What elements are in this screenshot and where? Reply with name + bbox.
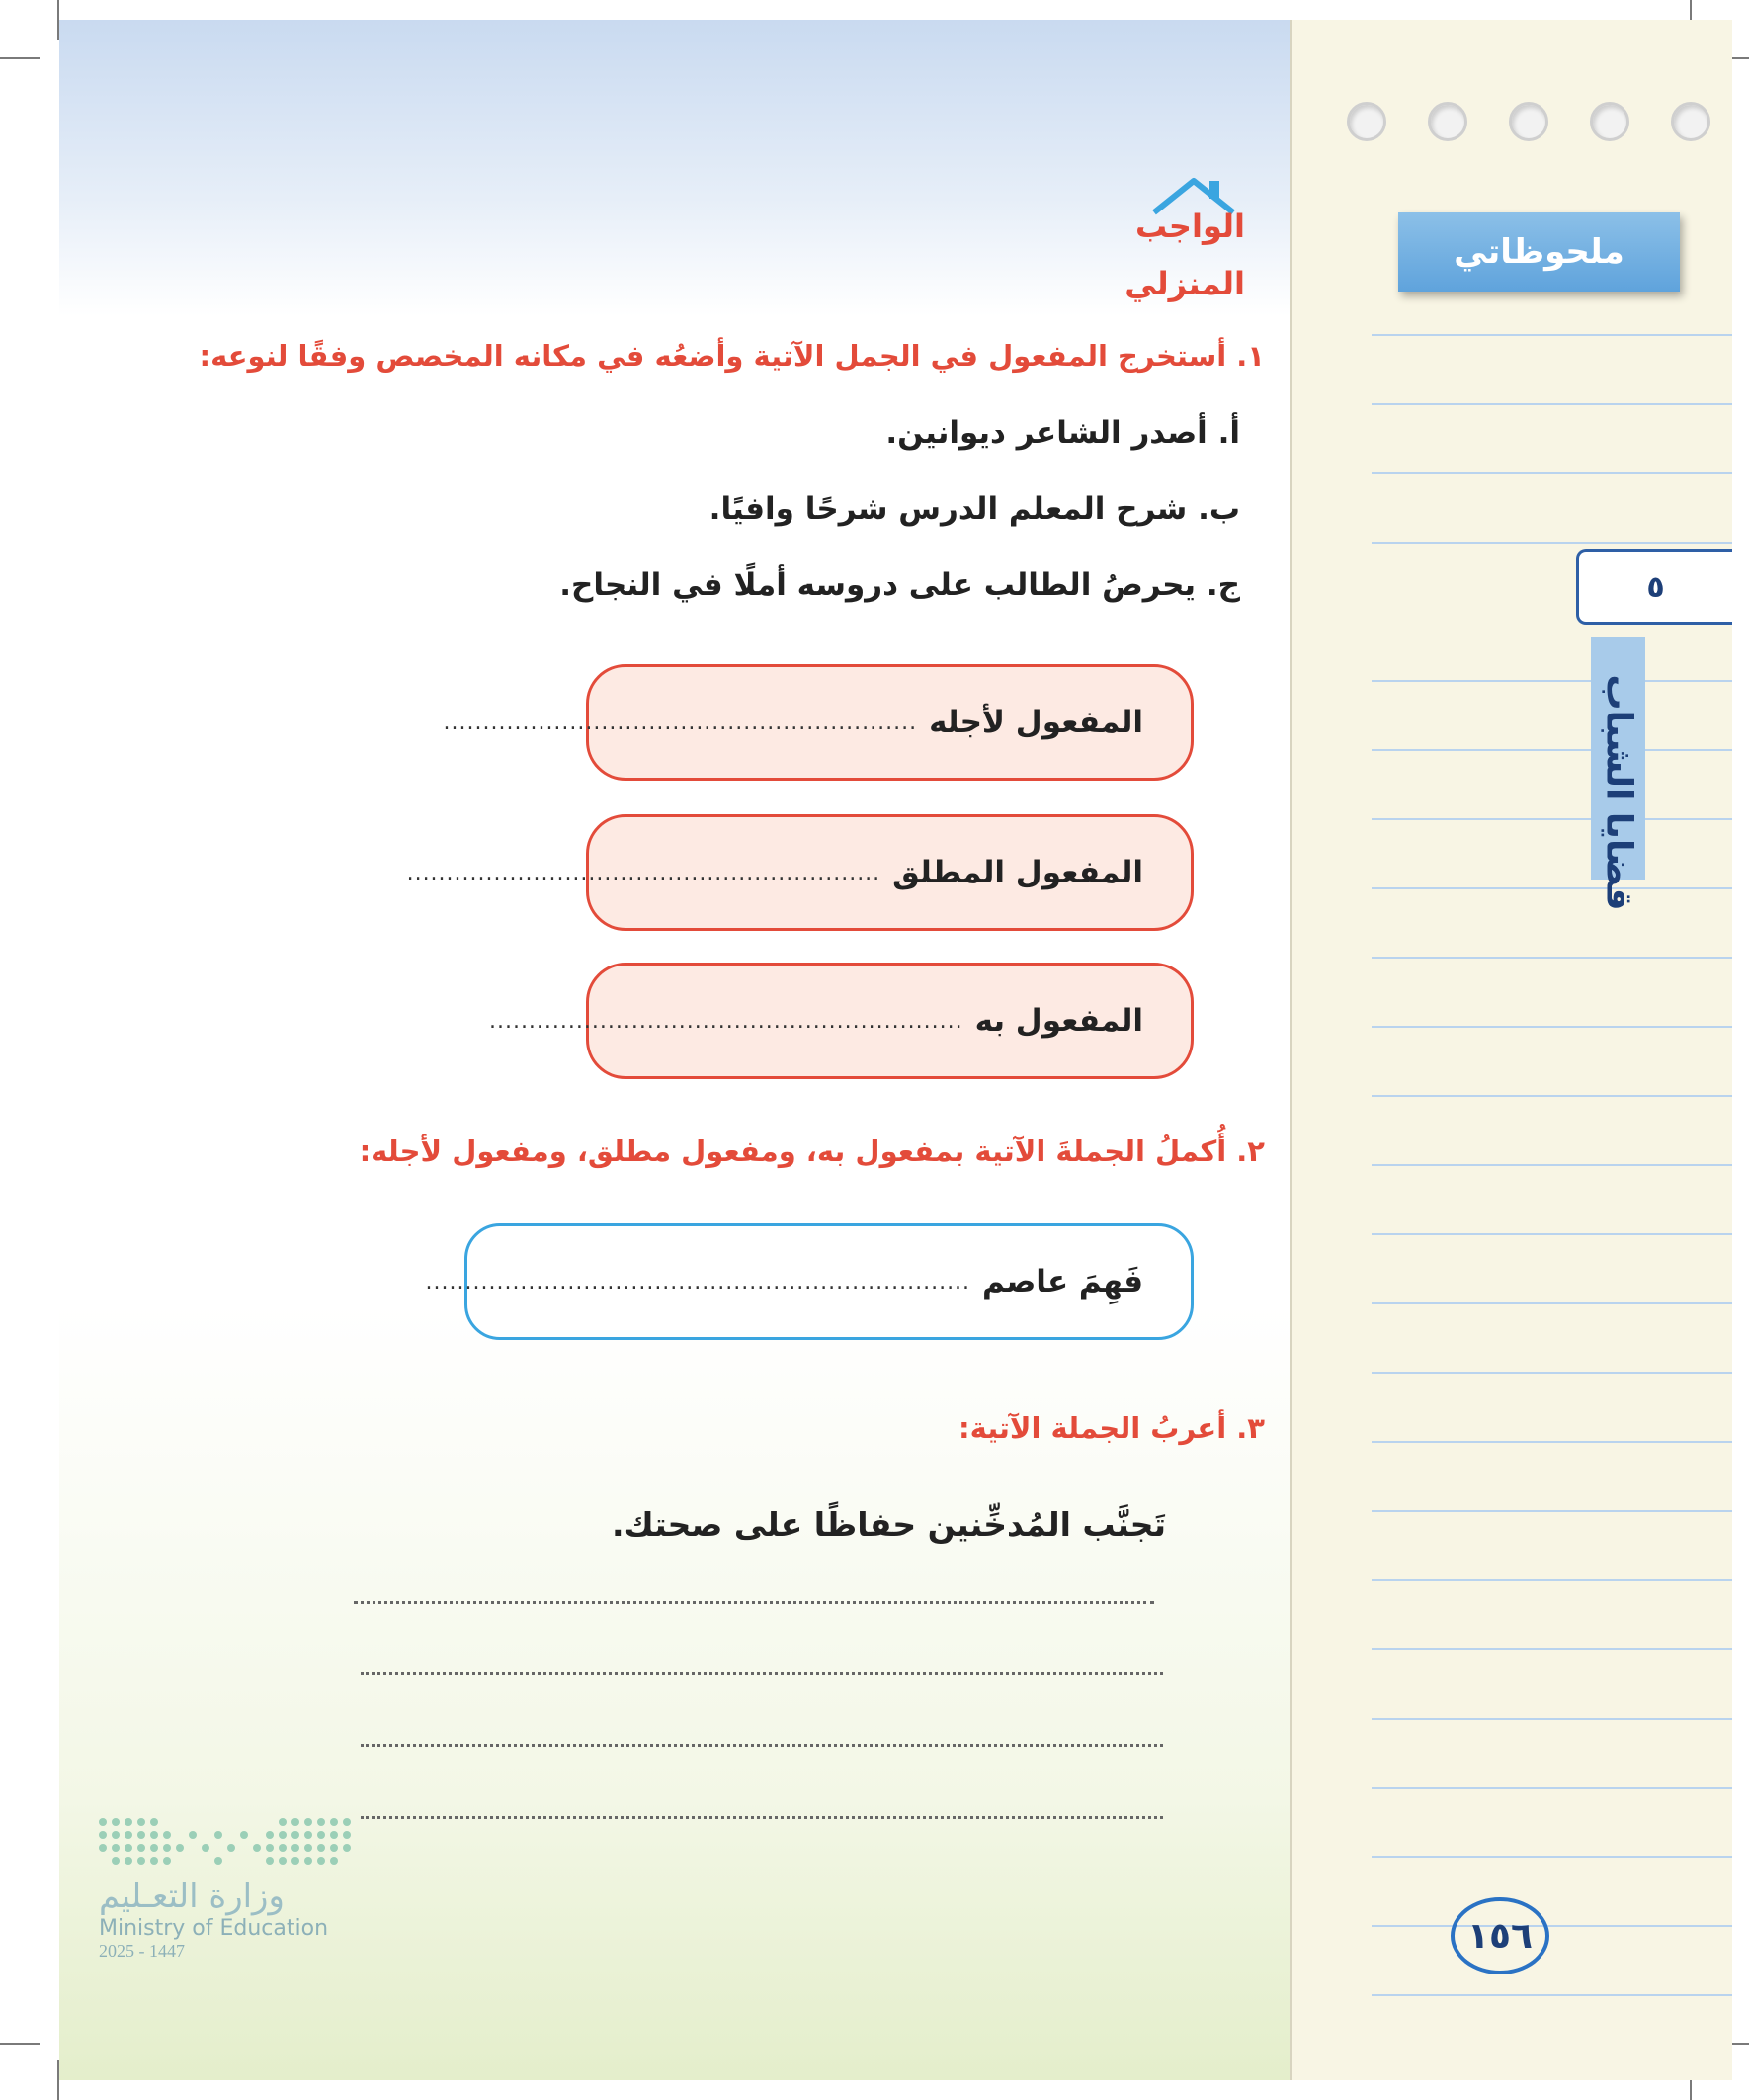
ruled-line [1372, 1510, 1732, 1512]
ministry-dots-icon [99, 1818, 356, 1865]
ruled-line [1372, 1718, 1732, 1720]
answer-dots: ............................................................ [406, 860, 881, 885]
logo-dot [214, 1844, 222, 1852]
logo-dot [240, 1857, 248, 1865]
logo-dot [214, 1857, 222, 1865]
logo-dot [266, 1831, 274, 1839]
crop-mark [0, 57, 40, 59]
logo-dot [137, 1844, 145, 1852]
logo-dot [163, 1818, 171, 1826]
logo-dot [189, 1818, 197, 1826]
logo-dot [279, 1857, 287, 1865]
q1-item-b: ب. شرح المعلم الدرس شرحًا وافيًا. [708, 491, 1240, 527]
logo-dot [253, 1831, 261, 1839]
logo-dot [202, 1831, 209, 1839]
logo-dot [266, 1857, 274, 1865]
logo-dot [99, 1844, 107, 1852]
logo-dot [317, 1844, 325, 1852]
ruled-line [1372, 1233, 1732, 1235]
ruled-line [1372, 1925, 1732, 1927]
logo-dot [189, 1844, 197, 1852]
logo-dot [292, 1831, 299, 1839]
answer-line[interactable] [361, 1816, 1163, 1819]
ruled-line [1372, 542, 1732, 544]
q1-item-c: ج. يحرصُ الطالب على دروسه أملًا في النجاح. [559, 567, 1240, 603]
q2-prompt: ٢. أُكملُ الجملةَ الآتية بمفعول به، ومفعول مطلق، ومفعول لأجله: [359, 1134, 1265, 1168]
logo-dot [99, 1818, 107, 1826]
logo-dot [317, 1831, 325, 1839]
unit-number: ٥ [1576, 549, 1732, 625]
logo-dot [150, 1818, 158, 1826]
homework-line2: المنزلي [1124, 265, 1245, 302]
logo-dot [304, 1844, 312, 1852]
q1-item-a: أ. أصدر الشاعر ديوانين. [885, 415, 1240, 451]
logo-dot [176, 1844, 184, 1852]
logo-dot [163, 1857, 171, 1865]
ruled-line [1372, 1441, 1732, 1443]
ruled-line [1372, 1372, 1732, 1374]
logo-dot [163, 1844, 171, 1852]
logo-dot [189, 1831, 197, 1839]
logo-dot [292, 1857, 299, 1865]
ruled-line [1372, 1579, 1732, 1581]
ruled-line [1372, 818, 1732, 820]
logo-dot [343, 1831, 351, 1839]
logo-dot [125, 1857, 132, 1865]
answer-dots: ..................................................................... [425, 1269, 971, 1295]
ruled-line [1372, 680, 1732, 682]
logo-dot [279, 1818, 287, 1826]
ministry-year: 2025 - 1447 [99, 1941, 185, 1961]
unit-title: قضايا الشباب [1598, 674, 1639, 911]
ruled-line [1372, 1787, 1732, 1789]
logo-dot [240, 1831, 248, 1839]
page-number: ١٥٦ [1451, 1897, 1549, 1974]
ruled-line [1372, 1026, 1732, 1028]
logo-dot [227, 1857, 235, 1865]
logo-dot [202, 1818, 209, 1826]
logo-dot [330, 1818, 338, 1826]
answer-box-for-purpose[interactable] [443, 664, 1194, 781]
ministry-name-ar: وزارة التعـليم [99, 1877, 285, 1916]
logo-dot [279, 1831, 287, 1839]
logo-dot [189, 1857, 197, 1865]
logo-dot [112, 1844, 120, 1852]
logo-dot [292, 1844, 299, 1852]
ministry-name-en: Ministry of Education [99, 1916, 329, 1941]
box-label: المفعول لأجله [929, 705, 1143, 740]
logo-dot [227, 1818, 235, 1826]
box-label: المفعول المطلق [892, 855, 1143, 890]
answer-line[interactable] [354, 1601, 1154, 1604]
logo-dot [176, 1818, 184, 1826]
logo-dot [343, 1818, 351, 1826]
ruled-line [1372, 1648, 1732, 1650]
logo-dot [317, 1857, 325, 1865]
logo-dot [240, 1844, 248, 1852]
logo-dot [330, 1857, 338, 1865]
logo-dot [99, 1857, 107, 1865]
q2-answer-box[interactable] [425, 1223, 1194, 1340]
logo-dot [343, 1844, 351, 1852]
logo-dot [214, 1831, 222, 1839]
ruled-line [1372, 957, 1732, 959]
logo-dot [253, 1857, 261, 1865]
ruled-line [1372, 472, 1732, 474]
logo-dot [137, 1857, 145, 1865]
ruled-line [1372, 749, 1732, 751]
ruled-line [1372, 1302, 1732, 1304]
logo-dot [266, 1844, 274, 1852]
answer-line[interactable] [361, 1672, 1163, 1675]
q1-prompt: ١. أستخرج المفعول في الجمل الآتية وأضعُه في مكانه المخصص وفقًا لنوعه: [199, 339, 1265, 373]
logo-dot [112, 1857, 120, 1865]
ministry-logo [99, 1818, 356, 1962]
logo-dot [176, 1831, 184, 1839]
q2-sentence: فَهِمَ عاصم [982, 1264, 1143, 1300]
answer-line[interactable] [361, 1744, 1163, 1747]
answer-box-direct-object[interactable] [488, 963, 1194, 1079]
logo-dot [112, 1831, 120, 1839]
logo-dot [150, 1844, 158, 1852]
notes-title: ملحوظاتي [1398, 212, 1680, 292]
logo-dot [304, 1857, 312, 1865]
binder-hole [1590, 102, 1629, 141]
answer-box-absolute-object[interactable] [406, 814, 1194, 931]
binder-hole [1347, 102, 1386, 141]
ruled-line [1372, 1856, 1732, 1858]
logo-dot [292, 1818, 299, 1826]
logo-dot [176, 1857, 184, 1865]
logo-dot [137, 1831, 145, 1839]
box-label: المفعول به [974, 1003, 1143, 1039]
crop-mark [0, 2043, 40, 2045]
logo-dot [214, 1818, 222, 1826]
logo-dot [150, 1857, 158, 1865]
answer-dots: ............................................................ [488, 1008, 963, 1034]
ruled-line [1372, 403, 1732, 405]
logo-dot [150, 1831, 158, 1839]
logo-dot [330, 1844, 338, 1852]
notes-column [1290, 20, 1732, 2080]
ruled-line [1372, 1164, 1732, 1166]
logo-dot [343, 1857, 351, 1865]
logo-dot [112, 1818, 120, 1826]
logo-dot [279, 1844, 287, 1852]
logo-dot [227, 1844, 235, 1852]
logo-dot [125, 1844, 132, 1852]
ruled-line [1372, 1994, 1732, 1996]
q3-prompt: ٣. أعربُ الجملة الآتية: [958, 1411, 1265, 1445]
ruled-line [1372, 887, 1732, 889]
logo-dot [227, 1831, 235, 1839]
binder-hole [1428, 102, 1467, 141]
binder-hole [1509, 102, 1548, 141]
logo-dot [240, 1818, 248, 1826]
logo-dot [125, 1818, 132, 1826]
logo-dot [266, 1818, 274, 1826]
logo-dot [163, 1831, 171, 1839]
logo-dot [253, 1818, 261, 1826]
ruled-line [1372, 334, 1732, 336]
logo-dot [202, 1857, 209, 1865]
logo-dot [317, 1818, 325, 1826]
answer-dots: ............................................................ [443, 710, 918, 735]
homework-title [1087, 198, 1245, 312]
logo-dot [304, 1831, 312, 1839]
logo-dot [330, 1831, 338, 1839]
homework-line1: الواجب [1135, 208, 1245, 245]
logo-dot [304, 1818, 312, 1826]
logo-dot [202, 1844, 209, 1852]
binder-hole [1671, 102, 1710, 141]
logo-dot [99, 1831, 107, 1839]
ruled-line [1372, 1095, 1732, 1097]
logo-dot [253, 1844, 261, 1852]
logo-dot [125, 1831, 132, 1839]
q3-sentence: تَجنَّب المُدخِّنين حفاظًا على صحتك. [611, 1505, 1166, 1544]
logo-dot [137, 1818, 145, 1826]
